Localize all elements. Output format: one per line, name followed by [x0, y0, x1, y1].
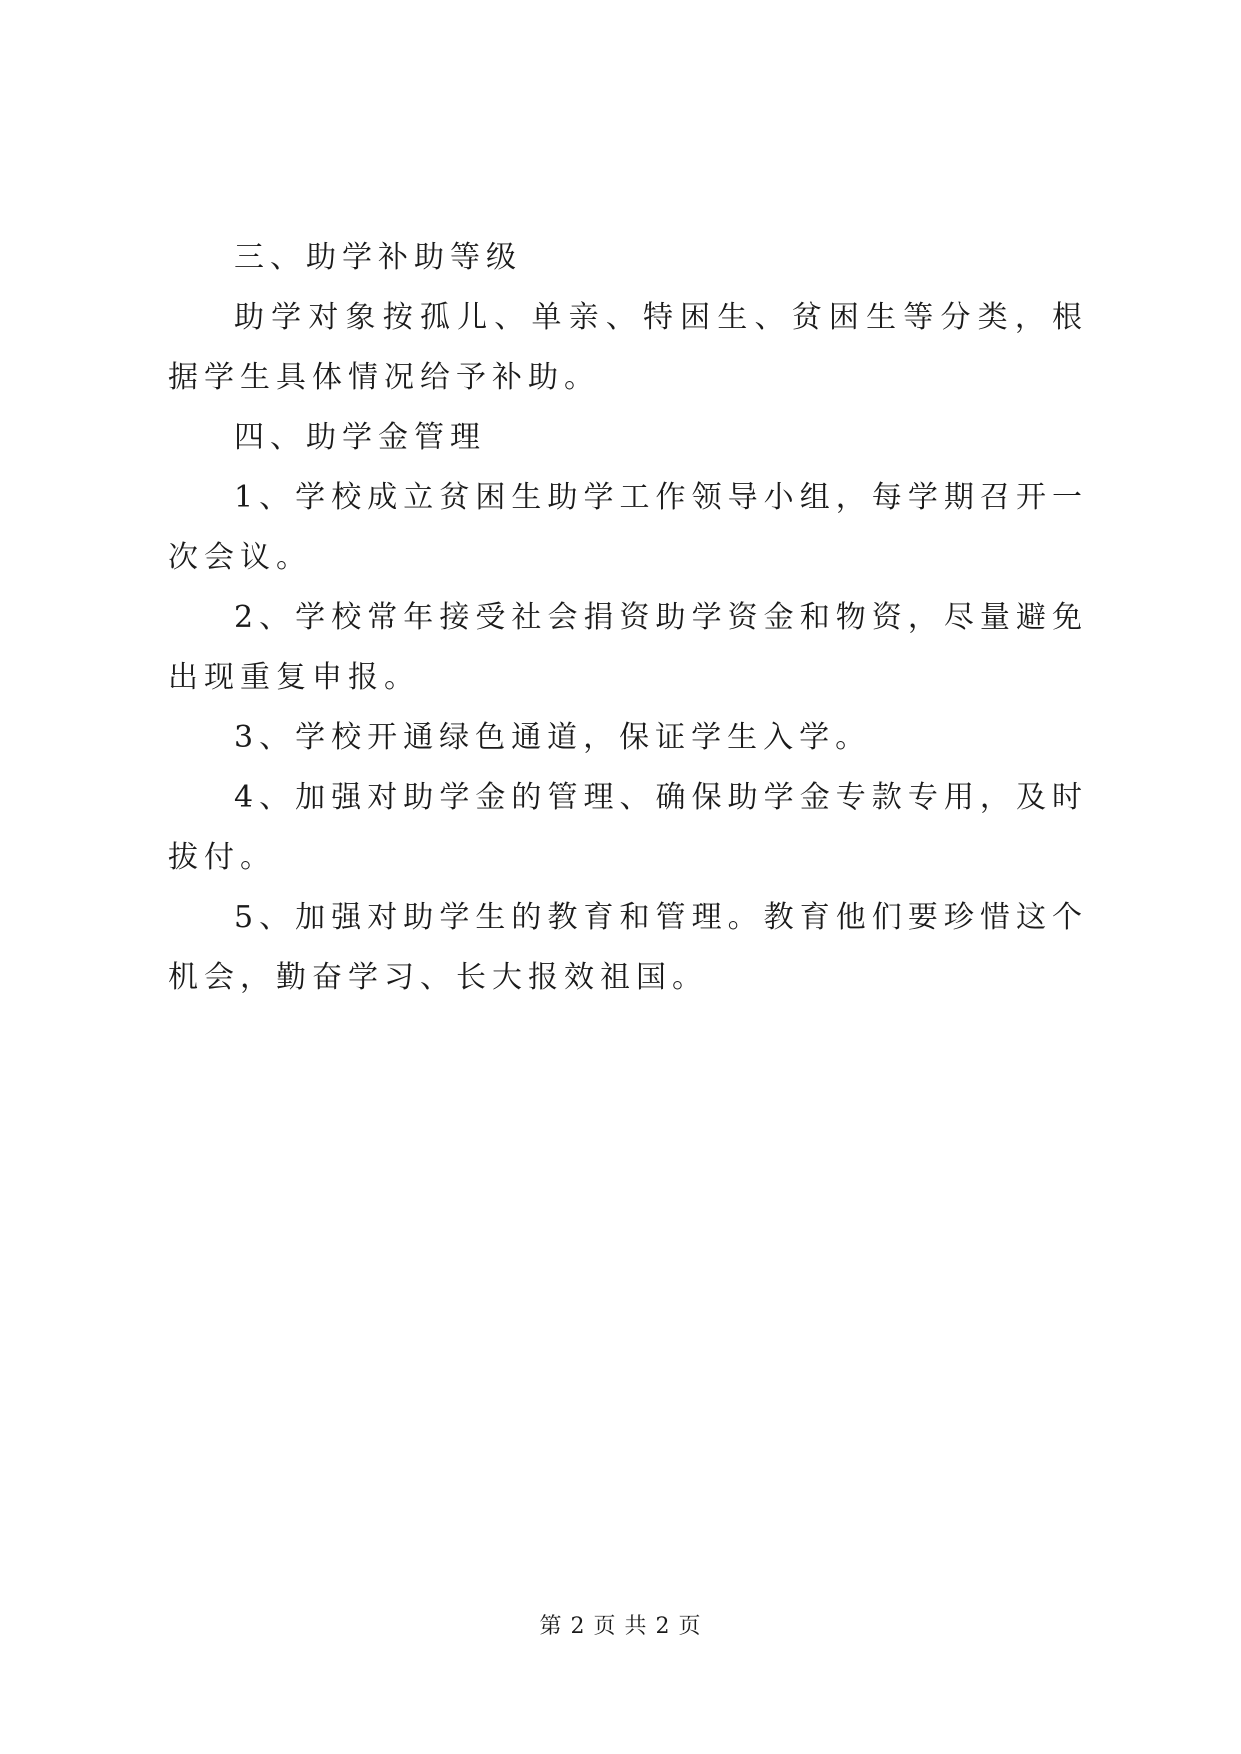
list-item: 4、加强对助学金的管理、确保助学金专款专用，及时拔付。: [168, 780, 1088, 875]
page-number-footer: 第 2 页 共 2 页: [539, 1614, 702, 1639]
section-heading-3: 三、助学补助等级: [234, 240, 522, 275]
paragraph: 助学对象按孤儿、单亲、特困生、贫困生等分类，根据学生具体情况给予补助。: [168, 300, 1088, 395]
section-heading-4: 四、助学金管理: [234, 420, 486, 455]
document-body: [168, 228, 1088, 1008]
list-item: 2、学校常年接受社会捐资助学资金和物资，尽量避免出现重复申报。: [168, 600, 1088, 695]
list-item: 1、学校成立贫困生助学工作领导小组，每学期召开一次会议。: [168, 480, 1088, 575]
list-item: 5、加强对助学生的教育和管理。教育他们要珍惜这个机会，勤奋学习、长大报效祖国。: [168, 900, 1088, 995]
list-item: 3、学校开通绿色通道，保证学生入学。: [234, 720, 872, 755]
